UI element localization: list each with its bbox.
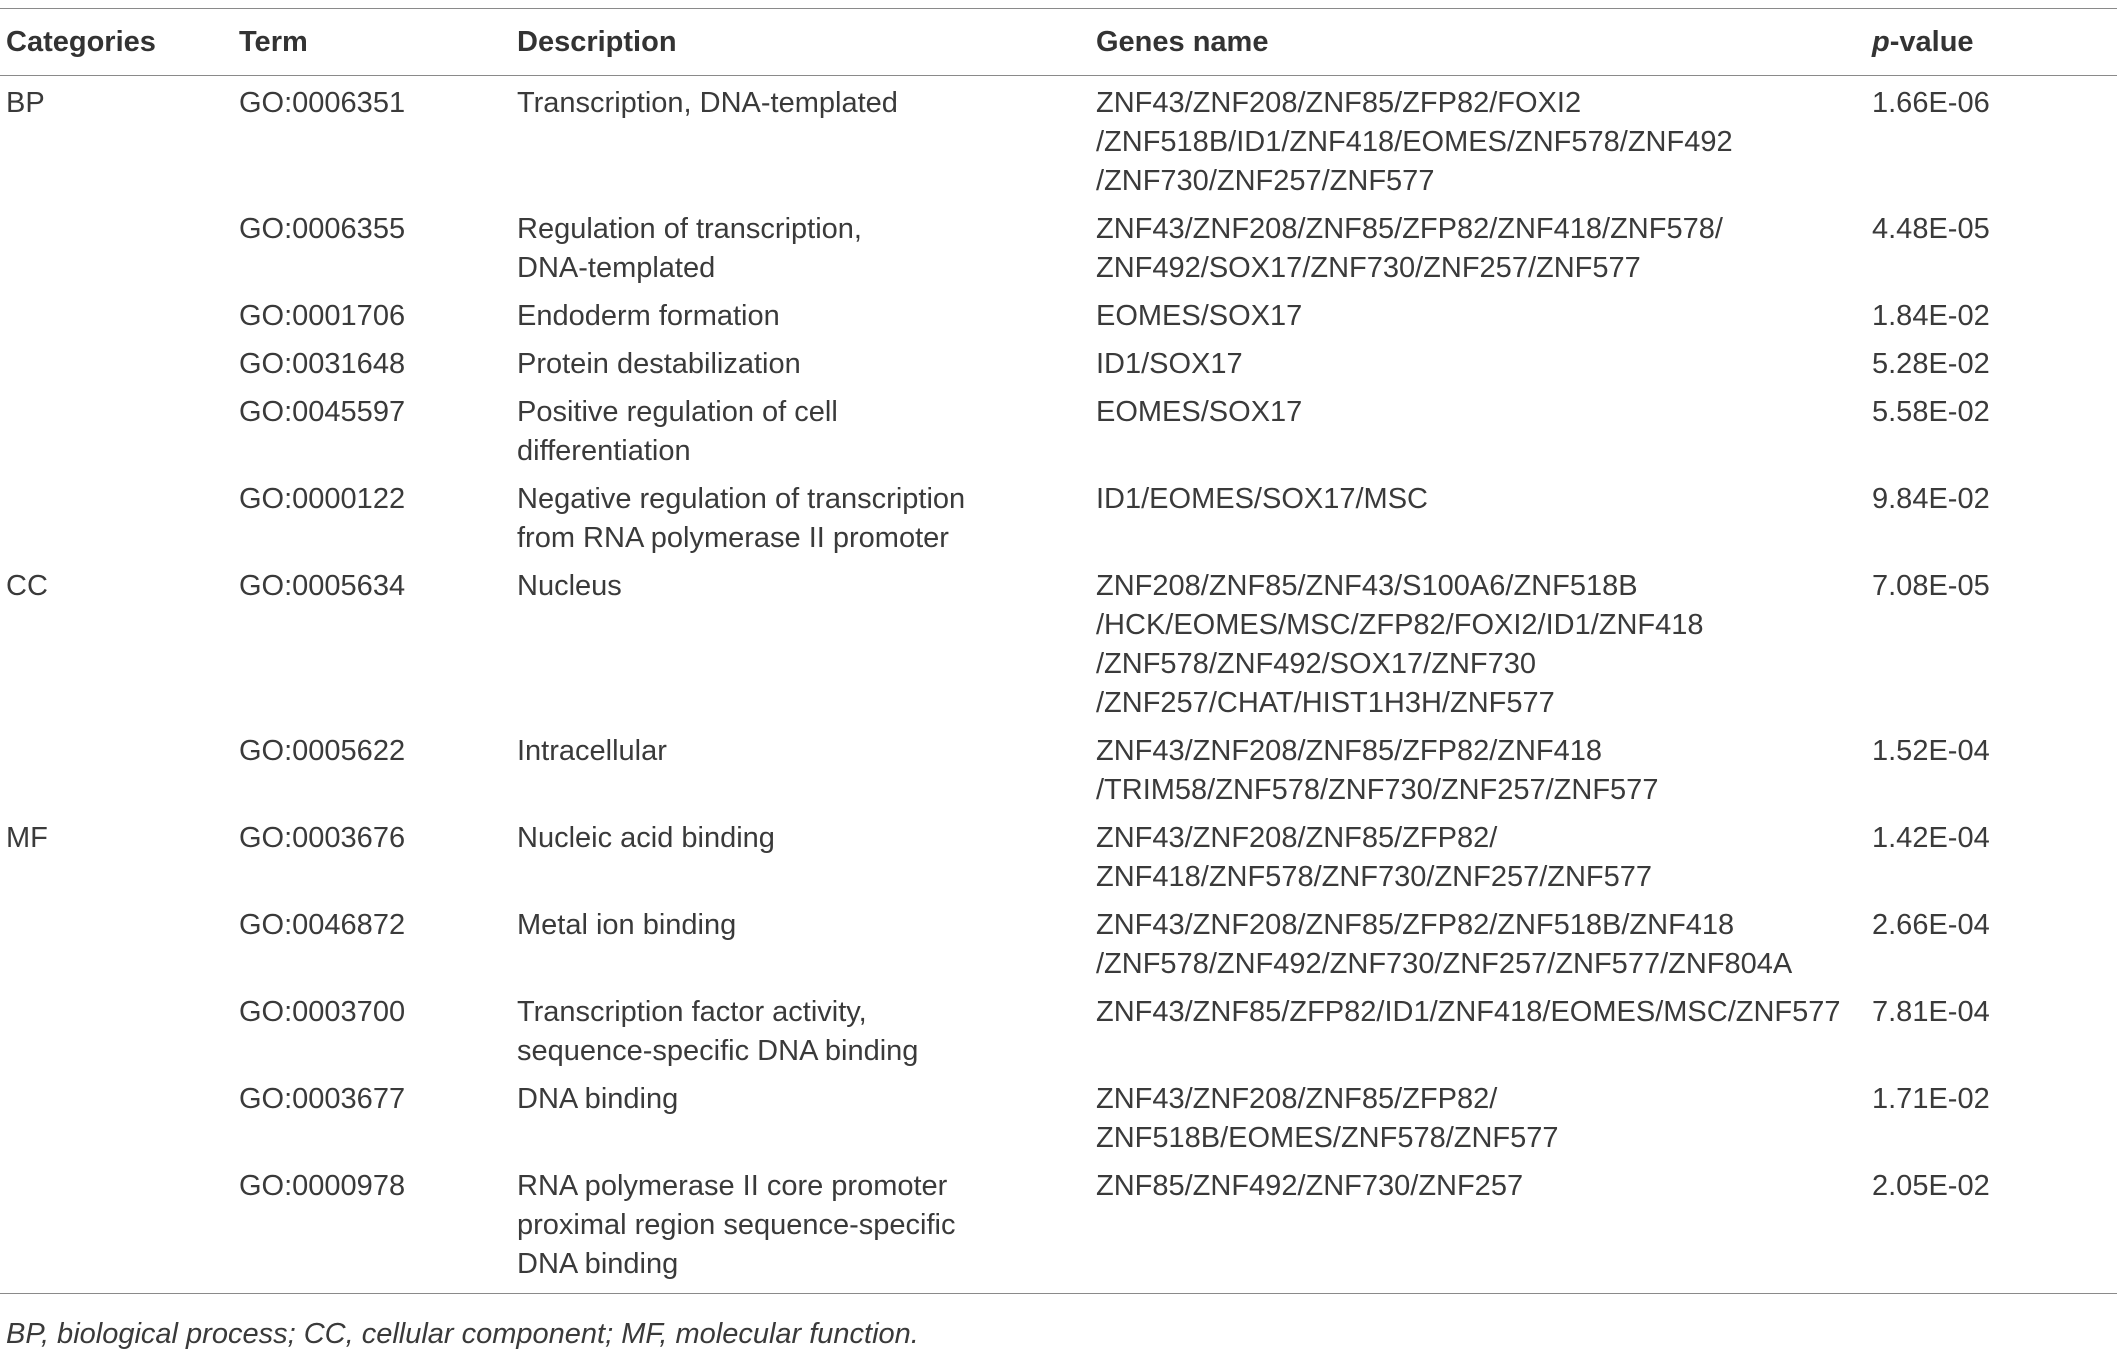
- table-row: [0, 393, 2117, 480]
- description-line: proximal region sequence-specific: [517, 1209, 956, 1241]
- term-cell: GO:0006355: [239, 213, 406, 245]
- genes-line: /ZNF578/ZNF492/ZNF730/ZNF257/ZNF577/ZNF804A: [1096, 948, 1793, 980]
- table-row: [0, 732, 2117, 819]
- go-enrichment-table: [0, 8, 2117, 1294]
- category-cell: [0, 393, 233, 480]
- genes-line: ZNF85/ZNF492/ZNF730/ZNF257: [1096, 1170, 1524, 1202]
- description-line: Intracellular: [517, 735, 667, 767]
- description-line: Negative regulation of transcription: [517, 483, 966, 515]
- description-cell: [511, 993, 1090, 1080]
- category-cell: CC: [6, 570, 48, 602]
- description-line: DNA-templated: [517, 252, 716, 284]
- genes-cell: [1090, 297, 1866, 345]
- description-cell: [511, 345, 1090, 393]
- header-description: Description: [517, 25, 677, 58]
- description-cell: [511, 393, 1090, 480]
- description-line: Regulation of transcription,: [517, 213, 862, 245]
- table-footnote: BP, biological process; CC, cellular component; MF, molecular function.: [6, 1318, 919, 1350]
- description-cell: [511, 732, 1090, 819]
- term-cell: GO:0005622: [239, 735, 406, 767]
- description-line: Endoderm formation: [517, 300, 780, 332]
- genes-cell: [1090, 393, 1866, 480]
- table-body: [0, 76, 2117, 1294]
- header-p-value-italic: p: [1872, 25, 1890, 58]
- genes-line: ZNF518B/EOMES/ZNF578/ZNF577: [1096, 1122, 1559, 1154]
- term-cell: GO:0045597: [239, 396, 406, 428]
- category-cell: BP: [6, 87, 45, 119]
- genes-line: ZNF43/ZNF208/ZNF85/ZFP82/FOXI2: [1096, 87, 1582, 119]
- genes-line: ZNF43/ZNF208/ZNF85/ZFP82/: [1096, 1083, 1498, 1115]
- category-cell: [0, 480, 233, 567]
- p-value-cell: 2.66E-04: [1872, 909, 1990, 941]
- description-line: Metal ion binding: [517, 909, 737, 941]
- table-row: [0, 480, 2117, 567]
- header-p-value-rest: -value: [1889, 25, 1974, 58]
- term-cell: GO:0000978: [239, 1170, 406, 1202]
- genes-line: /HCK/EOMES/MSC/ZFP82/FOXI2/ID1/ZNF418: [1096, 609, 1704, 641]
- genes-cell: [1090, 345, 1866, 393]
- category-cell: [0, 1167, 233, 1294]
- genes-line: /ZNF730/ZNF257/ZNF577: [1096, 165, 1435, 197]
- description-cell: [511, 906, 1090, 993]
- p-value-cell: 1.84E-02: [1872, 300, 1990, 332]
- p-value-cell: 1.66E-06: [1872, 87, 1990, 119]
- header-p-value: [1866, 9, 2117, 76]
- genes-line: ZNF418/ZNF578/ZNF730/ZNF257/ZNF577: [1096, 861, 1653, 893]
- p-value-cell: 5.58E-02: [1872, 396, 1990, 428]
- category-cell: [0, 345, 233, 393]
- table-row: [0, 567, 2117, 732]
- header-genes-name: Genes name: [1096, 25, 1269, 58]
- genes-line: ZNF43/ZNF85/ZFP82/ID1/ZNF418/EOMES/MSC/ZNF577: [1096, 996, 1841, 1028]
- table-row: [0, 993, 2117, 1080]
- genes-line: /TRIM58/ZNF578/ZNF730/ZNF257/ZNF577: [1096, 774, 1659, 806]
- table-header: [0, 9, 2117, 76]
- description-line: Positive regulation of cell: [517, 396, 838, 428]
- header-categories: Categories: [6, 25, 156, 58]
- genes-cell: [1090, 1080, 1866, 1167]
- genes-line: ZNF43/ZNF208/ZNF85/ZFP82/ZNF418: [1096, 735, 1603, 767]
- genes-cell: [1090, 210, 1866, 297]
- table-row: [0, 210, 2117, 297]
- category-cell: MF: [6, 822, 48, 854]
- description-line: DNA binding: [517, 1248, 679, 1280]
- description-line: Protein destabilization: [517, 348, 801, 380]
- description-line: from RNA polymerase II promoter: [517, 522, 949, 554]
- term-cell: GO:0005634: [239, 570, 406, 602]
- genes-line: /ZNF578/ZNF492/SOX17/ZNF730: [1096, 648, 1536, 680]
- category-cell: [0, 732, 233, 819]
- term-cell: GO:0031648: [239, 348, 406, 380]
- description-line: Nucleus: [517, 570, 622, 602]
- table-row: [0, 297, 2117, 345]
- category-cell: [0, 993, 233, 1080]
- header-term: Term: [239, 25, 308, 58]
- genes-line: EOMES/SOX17: [1096, 300, 1303, 332]
- description-line: Transcription, DNA-templated: [517, 87, 898, 119]
- header-row: [0, 9, 2117, 76]
- description-cell: [511, 210, 1090, 297]
- table-row: [0, 906, 2117, 993]
- genes-cell: [1090, 1167, 1866, 1294]
- genes-line: ZNF43/ZNF208/ZNF85/ZFP82/ZNF418/ZNF578/: [1096, 213, 1723, 245]
- genes-cell: [1090, 567, 1866, 732]
- genes-line: ID1/EOMES/SOX17/MSC: [1096, 483, 1428, 515]
- description-cell: [511, 76, 1090, 211]
- genes-line: /ZNF257/CHAT/HIST1H3H/ZNF577: [1096, 687, 1555, 719]
- genes-cell: [1090, 993, 1866, 1080]
- genes-line: ZNF492/SOX17/ZNF730/ZNF257/ZNF577: [1096, 252, 1641, 284]
- category-cell: [0, 210, 233, 297]
- description-line: Transcription factor activity,: [517, 996, 867, 1028]
- description-line: differentiation: [517, 435, 691, 467]
- genes-cell: [1090, 819, 1866, 906]
- genes-line: ZNF43/ZNF208/ZNF85/ZFP82/: [1096, 822, 1498, 854]
- description-line: DNA binding: [517, 1083, 679, 1115]
- table-row: [0, 1080, 2117, 1167]
- table-row: [0, 819, 2117, 906]
- term-cell: GO:0001706: [239, 300, 406, 332]
- genes-cell: [1090, 732, 1866, 819]
- p-value-cell: 1.71E-02: [1872, 1083, 1990, 1115]
- category-cell: [0, 297, 233, 345]
- genes-line: ZNF208/ZNF85/ZNF43/S100A6/ZNF518B: [1096, 570, 1638, 602]
- genes-cell: [1090, 76, 1866, 211]
- description-cell: [511, 819, 1090, 906]
- genes-cell: [1090, 480, 1866, 567]
- term-cell: GO:0003676: [239, 822, 406, 854]
- genes-cell: [1090, 906, 1866, 993]
- p-value-cell: 7.08E-05: [1872, 570, 1990, 602]
- p-value-cell: 5.28E-02: [1872, 348, 1990, 380]
- description-cell: [511, 297, 1090, 345]
- term-cell: GO:0046872: [239, 909, 406, 941]
- term-cell: GO:0003677: [239, 1083, 406, 1115]
- category-cell: [0, 1080, 233, 1167]
- description-line: RNA polymerase II core promoter: [517, 1170, 948, 1202]
- p-value-cell: 7.81E-04: [1872, 996, 1990, 1028]
- p-value-cell: 4.48E-05: [1872, 213, 1990, 245]
- term-cell: GO:0006351: [239, 87, 406, 119]
- genes-line: EOMES/SOX17: [1096, 396, 1303, 428]
- p-value-cell: 1.52E-04: [1872, 735, 1990, 767]
- category-cell: [0, 906, 233, 993]
- description-cell: [511, 1080, 1090, 1167]
- table-row: [0, 345, 2117, 393]
- term-cell: GO:0000122: [239, 483, 406, 515]
- description-line: Nucleic acid binding: [517, 822, 775, 854]
- description-cell: [511, 1167, 1090, 1294]
- table-row: [0, 76, 2117, 211]
- p-value-cell: 2.05E-02: [1872, 1170, 1990, 1202]
- p-value-cell: 1.42E-04: [1872, 822, 1990, 854]
- p-value-cell: 9.84E-02: [1872, 483, 1990, 515]
- genes-line: ZNF43/ZNF208/ZNF85/ZFP82/ZNF518B/ZNF418: [1096, 909, 1735, 941]
- description-cell: [511, 480, 1090, 567]
- table-row: [0, 1167, 2117, 1294]
- term-cell: GO:0003700: [239, 996, 406, 1028]
- genes-line: /ZNF518B/ID1/ZNF418/EOMES/ZNF578/ZNF492: [1096, 126, 1733, 158]
- description-line: sequence-specific DNA binding: [517, 1035, 919, 1067]
- genes-line: ID1/SOX17: [1096, 348, 1243, 380]
- description-cell: [511, 567, 1090, 732]
